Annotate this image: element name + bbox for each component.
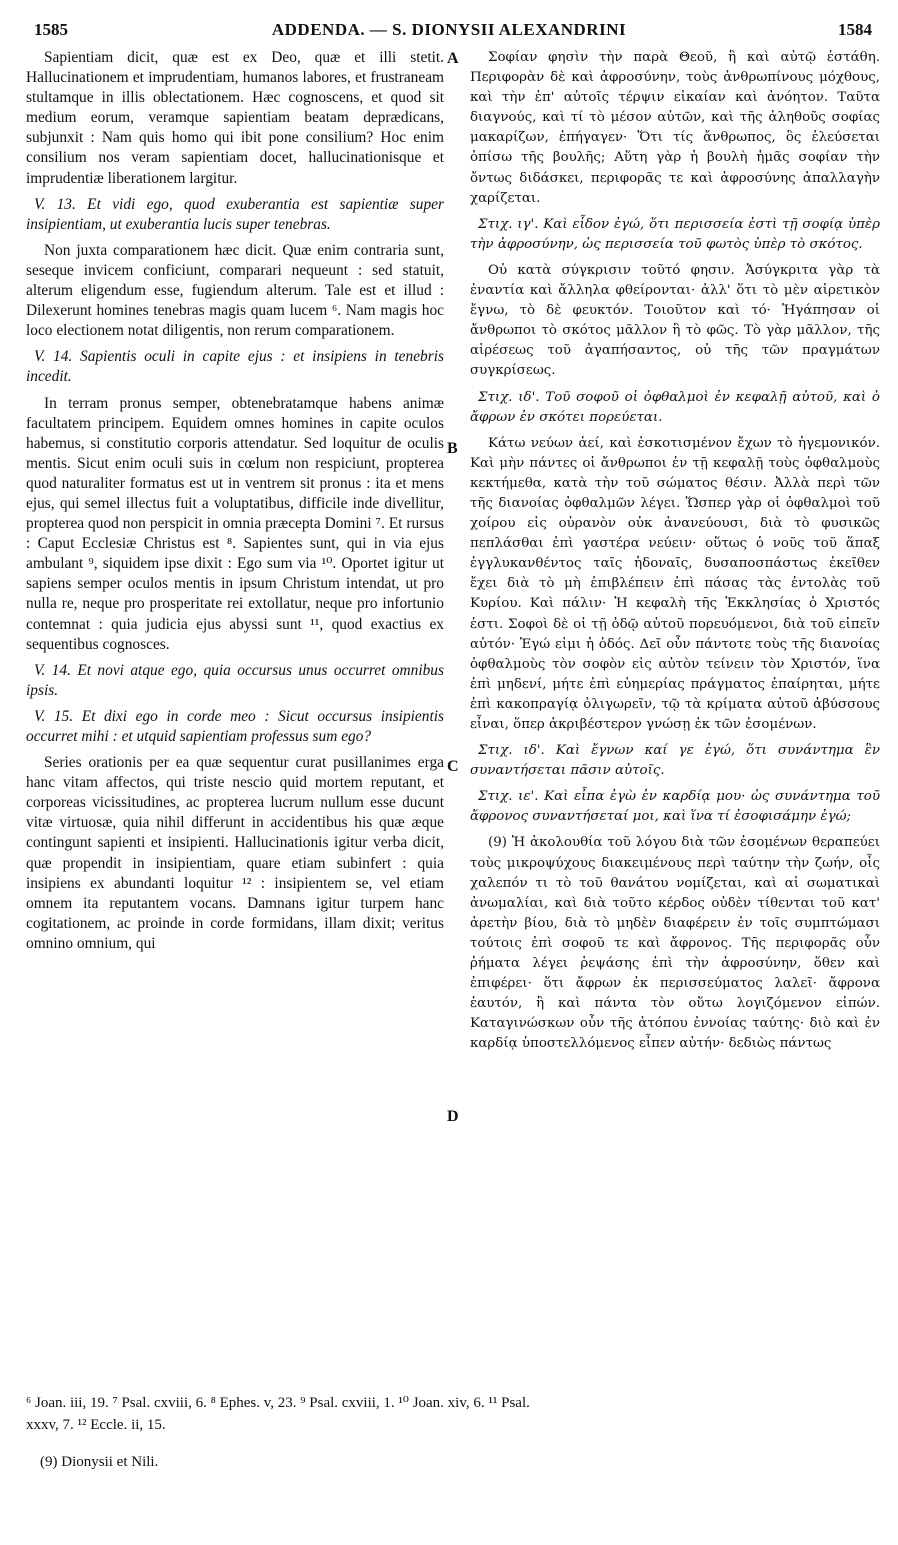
latin-verse-text: V. 14. Sapientis oculi in capite ejus : et insipiens in tenebris incedit. [26,348,444,386]
page-number-left: 1585 [34,20,68,39]
greek-verse-text: Στιχ. ιε'. Καὶ εἶπα ἐγὼ ἐν καρδίᾳ μου· ὡς συνάντημα τοῦ ἄφρονος συναντήσεταί μοι, καὶ ἵνα τί ἐσοφισάμην ἐγώ; [470,789,880,825]
greek-verse-heading [470,215,880,255]
latin-verse-heading [26,195,444,235]
margin-letter-b: B [447,440,458,457]
margin-letter-a: A [447,50,459,67]
greek-column [470,48,880,1061]
greek-paragraph: (9) Ἡ ἀκολουθία τοῦ λόγου διὰ τῶν ἐσομένων θεραπεύει τοὺς μικροψύχους διακειμένους περὶ ταύτην τὴν ζωήν, οἷς χαλεπόν τι τὸ τοῦ θανάτου νομίζεται, καὶ αἱ σωματικαὶ ἀνωμαλίαι, καὶ διὰ τοῦτο κέρδος οὐδὲν τίθενται τοῦ κατ' ἀρετὴν βίου, διὰ τὸ μηδὲν διαφέρειν ἐν τοῖς συμπτώμασι τούτοις ἐπὶ σοφοῦ τε καὶ ἄφρονος. Τῆς περιφορᾶς οὖν ῥήματα λέγει ῥεψάσης ἐπὶ τὴν ἀφροσύνην, ὅθεν καὶ ἐπιφέρει· ὅτι ἄφρων ἐκ περισσεύματος λαλεῖ· ἄφρονα ἑαυτόν, ἢ καὶ πάντα τὸν οὕτω λογιζόμενον εἰπών. Καταγινώσκων οὖν τῆς ἀτόπου ἐννοίας ταύτης· διὸ καὶ ἐν καρδίᾳ ὑποστελλόμενος εἶπεν αὐτήν· δεδιὼς πάντως [470,835,880,1052]
latin-paragraph: In terram pronus semper, obtenebratamque habens animæ facultatem principem. Equidem omnes homines in capite oculos habemus, si constitutio corporis attendatur. Sed loquitur de oculis mentis. Sicut enim oculi suis in cœlum non respiciunt, propterea quod naturaliter formatus est ut in ventrem sit pronus : ita et mens ejus, qui semel illectus fuit a voluptatibus, difficile inde divellitur, propterea quod non perspicit in omnia præcepta Domini ⁷. Et rursus : Caput Ecclesiæ Christus est ⁸. Sapientes sunt, qui in via ejus ambulant ⁹, siquidem ipse dixit : Ego sum via ¹⁰. Oportet igitur ut sapiens semper oculos mentis in ipsum Christum intendat, ut pro nulla re, neque pro prosperitate rei extollatur, neque pro infortunio contemnat : quia judicia ejus abyssi sunt ¹¹, quod exactius ex sequentibus cognosces. [26,394,444,653]
greek-paragraph: Οὐ κατὰ σύγκρισιν τοῦτό φησιν. Ἀσύγκριτα γὰρ τὰ ἐναντία καὶ ἄλληλα φθείρονται· ἀλλ' ὅτι τὸ μὲν αἱρετικὸν ἔγνω, τὸ δὲ φευκτόν. Τοιοῦτον καὶ τό· Ἠγάπησαν οἱ ἄνθρωποι τὸ σκότος μᾶλλον ἢ τὸ φῶς. Τὸ γὰρ μᾶλλον, τῆς αἱρέσεως τοῦ ἀγαπήσαντος, οὐ τῆς τῶν πραγμάτων συγκρίσεως. [470,262,880,379]
running-header [26,20,872,44]
header-title: ADDENDA. — S. DIONYSII ALEXANDRINI [271,20,627,39]
greek-verse-heading [470,741,880,781]
greek-paragraph: Κάτω νεύων ἀεί, καὶ ἐσκοτισμένον ἔχων τὸ ἡγεμονικόν. Καὶ μὴν πάντες οἱ ἄνθρωποι ἐν τῇ κεφαλῇ τοὺς ὀφθαλμοὺς κεκτήμεθα, κατὰ τὴν τοῦ σώματος θέσιν. Ἀλλὰ περὶ τῶν τῆς διανοίας ὀφθαλμῶν λέγει. Ὥσπερ γὰρ οἱ ὀφθαλμοὶ τοῦ χοίρου εἰς οὐρανὸν οὐκ ἀνανεύουσι, διὰ τὸ φυσικῶς πεπλάσθαι ἐπὶ γαστέρα νεύειν· οὕτως ὁ νοῦς τοῦ ἅπαξ ἐγγλυκανθέντος ταῖς ἡδοναῖς, δυσαποσπάστως ἐκεῖθεν ἔχει διὰ τὸ μὴ ἐπιβλέπειν ἐπὶ πάσας τὰς ἐντολὰς τοῦ Κυρίου. Καὶ πάλιν· Ἡ κεφαλὴ τῆς Ἐκκλησίας ὁ Χριστός ἐστι. Σοφοὶ δὲ οἱ τῇ ὁδῷ αὐτοῦ πορευόμενοι, διὰ τοῦ εἰπεῖν αὐτόν· Ἐγώ εἰμι ἡ ὁδός. Δεῖ οὖν πάντοτε τοὺς τῆς διανοίας ὀφθαλμοὺς τὸν σοφὸν εἰς αὐτὸν τείνειν τὸν Χριστόν, ἵνα ἐπὶ μηδενί, μήτε ἐπὶ εὐημερίας πράγματος ἐπαίρηται, μήτε ἐπὶ κακοπραγίᾳ ὀλιγωρεῖν, τῷ τὰ κρίματα αὐτοῦ ἀβύσσους εἶναι, ὅπερ ἀκριβέστερον γνώσῃ ἐκ τῶν ἐσομένων. [470,435,880,732]
footnote-line: xxxv, 7. ¹² Eccle. ii, 15. [26,1417,166,1433]
greek-verse-text: Στιχ. ιγ'. Καὶ εἶδον ἐγώ, ὅτι περισσεία ἐστὶ τῇ σοφίᾳ ὑπὲρ τὴν ἀφροσύνην, ὡς περισσεία τοῦ φωτὸς ὑπὲρ τὸ σκότος. [470,216,880,252]
latin-paragraph: Series orationis per ea quæ sequentur curat pusillanimes erga hanc vitam affectos, qui triste nescio quid mortem reputant, et corporeas vicissitudines, ac propterea lucrum nullum esse ducunt vitæ virtuosæ, quia nihil differunt in accidentibus his quæ æque contingunt sapienti et insipienti. Hallucinationis igitur verba dicit, quæ propendit in insipientiam, quare etiam subinfert : quia insipiens ex abundanti loquitur ¹² : insipientem se, vel etiam omnem ita reputantem vocans. Damnans igitur turpem hanc cogitationem, ac proinde in corde formidans, illam dixit; veritus omnino omnium, qui [26,754,444,952]
latin-verse-text: V. 14. Et novi atque ego, quia occursus unus occurret omnibus ipsis. [26,661,444,699]
margin-letter-c: C [447,758,459,775]
greek-verse-text: Στιχ. ιδ'. Τοῦ σοφοῦ οἱ ὀφθαλμοὶ ἐν κεφαλῇ αὐτοῦ, καὶ ὁ ἄφρων ἐν σκότει πορεύεται. [470,389,880,425]
footnotes [26,1392,872,1436]
editor-note: (9) Dionysii et Nili. [40,1454,159,1470]
margin-letter-d: D [447,1108,459,1125]
greek-verse-text: Στιχ. ιδ'. Καὶ ἔγνων καί γε ἐγώ, ὅτι συνάντημα ἓν συναντήσεται πᾶσιν αὐτοῖς. [470,743,880,779]
footnote-line: ⁶ Joan. iii, 19. ⁷ Psal. cxviii, 6. ⁸ Ephes. v, 23. ⁹ Psal. cxviii, 1. ¹⁰ Joan. xiv, 6. ¹¹ Psal. [26,1395,530,1411]
greek-verse-heading [470,787,880,827]
latin-column [26,48,444,960]
greek-paragraph: Σοφίαν φησὶν τὴν παρὰ Θεοῦ, ἣ καὶ αὐτῷ ἐστάθη. Περιφορὰν δὲ καὶ ἀφροσύνην, τοὺς ἀνθρωπίνους μόχθους, καὶ τὴν ἐπ' αὐτοῖς τέρψιν εἰκαίαν καὶ ἀνόητον. Ταῦτα διαγνούς, καὶ τί τὸ μέσον αὐτῶν, καὶ τῆς ἀληθοῦς σοφίας μακαρίζων, ἐπήγαγεν· Ὅτι τίς ἄνθρωπος, ὃς ἐλεύσεται ὀπίσω τῆς βουλῆς; Αὕτη γὰρ ἡ βουλὴ ἡμᾶς σοφίαν τὴν ὄντως διδάσκει, περιφορᾶς τε καὶ ἀφροσύνης ἀπαλλαγὴν χαρίζεται. [470,50,880,206]
latin-verse-heading [26,661,444,701]
latin-paragraph: Non juxta comparationem hæc dicit. Quæ enim contraria sunt, seseque invicem conficiunt, comparari nequeunt : sed statuit, alterum eligendum esse, fugiendum alterum. Tale est et illud : Dilexerunt homines tenebras magis quam lucem ⁶. Nam magis hoc loco electionem notat diligentis, non rerum comparationem. [26,241,444,340]
latin-verse-heading [26,347,444,387]
latin-verse-text: V. 15. Et dixi ego in corde meo : Sicut occursus insipientis occurret mihi : et utquid sapientiam professus sum ego? [26,707,444,745]
latin-verse-text: V. 13. Et vidi ego, quod exuberantia est sapientiæ super insipientiam, ut exuberantia lucis super tenebras. [26,195,444,233]
latin-paragraph: Sapientiam dicit, quæ est ex Deo, quæ et illi stetit. Hallucinationem et imprudentiam, humanos labores, et frustraneam stultamque in illis oblectationem. Hæc cognoscens, et quod sit medium eorum, veramque sapientiam beatam deprædicans, subjunxit : Nam quis homo qui ibit pone consilium? Hoc enim consilium nos veram sapientiam docet, hallucinationisque et imprudentiæ liberationem largitur. [26,49,444,187]
greek-verse-heading [470,388,880,428]
page-number-right: 1584 [838,20,872,39]
latin-verse-heading [26,707,444,747]
